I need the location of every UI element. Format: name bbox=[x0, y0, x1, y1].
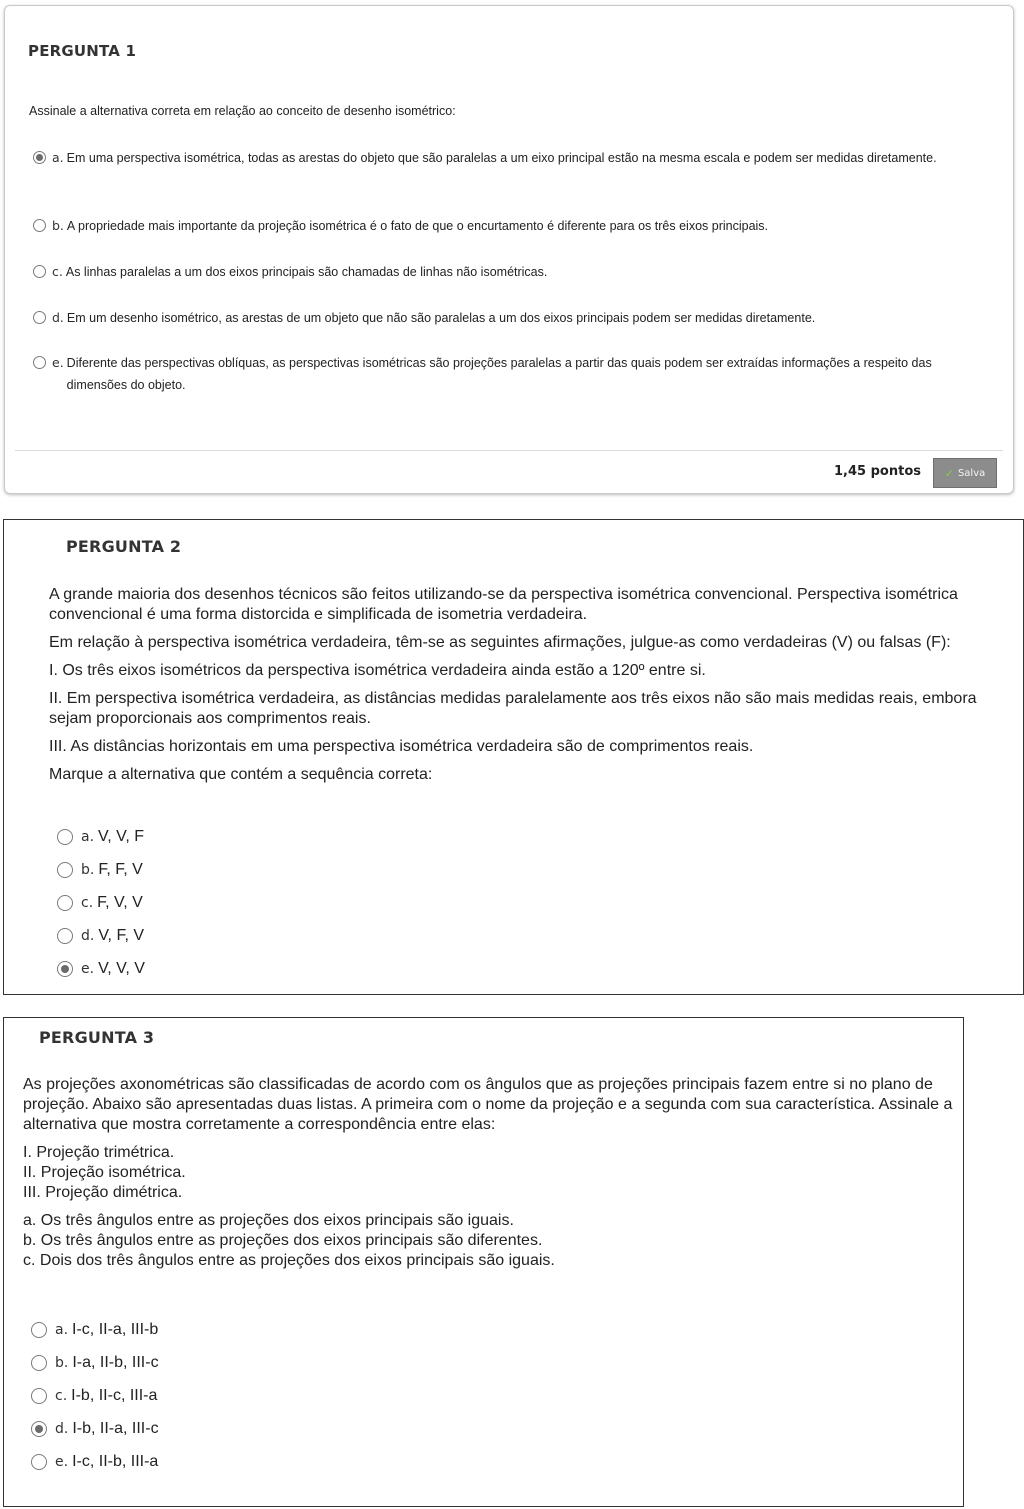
radio-button[interactable] bbox=[57, 829, 73, 845]
paragraph: I. Os três eixos isométricos da perspectiva isométrica verdadeira ainda estão a 120º entre si. bbox=[49, 662, 706, 679]
option-letter: b. bbox=[81, 861, 95, 878]
option-text: As linhas paralelas a um dos eixos principais são chamadas de linhas não isométricas. bbox=[65, 265, 548, 279]
question-2-title: PERGUNTA 2 bbox=[66, 537, 182, 556]
option-letter: a. bbox=[55, 1321, 69, 1338]
radio-button[interactable] bbox=[33, 356, 46, 369]
option-letter: d. bbox=[55, 1420, 69, 1437]
question-intro: As projeções axonométricas são classificadas de acordo com os ângulos que as projeções principais fazem entre si no plano de projeção. Abaixo são apresentadas duas listas. A primeira com o nome da projeção e a segunda com sua característica. Assinale a alternativa que mostra corretamente a correspondência entre elas: bbox=[23, 1076, 953, 1133]
option-text: A propriedade mais importante da projeção isométrica é o fato de que o encurtamento é diferente para os três eixos principais. bbox=[66, 219, 769, 233]
option-letter: c. bbox=[81, 894, 94, 911]
option-c[interactable] bbox=[31, 1379, 159, 1412]
paragraph: A grande maioria dos desenhos técnicos são feitos utilizando-se da perspectiva isométrica convencional. Perspectiva isométrica convencional é uma forma distorcida e simplificada de isometria verdadeira. bbox=[49, 586, 958, 623]
option-e[interactable] bbox=[33, 352, 973, 398]
radio-button[interactable] bbox=[57, 895, 73, 911]
paragraph: II. Em perspectiva isométrica verdadeira, as distâncias medidas paralelamente aos três eixos não são mais medidas reais, embora sejam proporcionais aos comprimentos reais. bbox=[49, 690, 977, 727]
list-item: b. Os três ângulos entre as projeções dos eixos principais são diferentes. bbox=[23, 1232, 543, 1249]
option-a[interactable] bbox=[31, 1313, 159, 1346]
option-c[interactable] bbox=[57, 886, 145, 919]
option-b[interactable] bbox=[33, 215, 973, 261]
option-a[interactable] bbox=[57, 820, 145, 853]
option-text: F, F, V bbox=[98, 860, 143, 878]
question-3-card bbox=[3, 1017, 964, 1507]
option-letter: e. bbox=[52, 355, 64, 370]
radio-button[interactable] bbox=[33, 219, 46, 232]
question-1-text: Assinale a alternativa correta em relação ao conceito de desenho isométrico: bbox=[29, 104, 456, 118]
option-c[interactable] bbox=[33, 261, 973, 307]
option-letter: a. bbox=[81, 828, 95, 845]
option-text: V, V, V bbox=[98, 959, 145, 977]
radio-button[interactable] bbox=[31, 1388, 47, 1404]
radio-button[interactable] bbox=[57, 862, 73, 878]
radio-button[interactable] bbox=[31, 1421, 47, 1437]
check-icon: ✓ bbox=[944, 466, 954, 480]
option-text: V, V, F bbox=[98, 827, 144, 845]
list-item: I. Projeção trimétrica. bbox=[23, 1144, 175, 1161]
option-a[interactable] bbox=[33, 147, 973, 215]
list-item: a. Os três ângulos entre as projeções dos eixos principais são iguais. bbox=[23, 1212, 514, 1229]
option-text: I-c, II-a, III-b bbox=[72, 1320, 159, 1338]
radio-button[interactable] bbox=[31, 1322, 47, 1338]
option-text: I-b, II-a, III-c bbox=[72, 1419, 159, 1437]
option-b[interactable] bbox=[57, 853, 145, 886]
paragraph: Marque a alternativa que contém a sequência correta: bbox=[49, 766, 433, 783]
radio-button[interactable] bbox=[57, 961, 73, 977]
saved-button[interactable] bbox=[933, 458, 997, 488]
question-2-card bbox=[3, 519, 1024, 995]
option-text: Diferente das perspectivas oblíquas, as perspectivas isométricas são projeções paralelas a partir das quais podem ser extraídas informações a respeito das dimensões do objeto. bbox=[66, 356, 932, 392]
radio-button[interactable] bbox=[57, 928, 73, 944]
option-text: F, V, V bbox=[97, 893, 143, 911]
option-text: I-c, II-b, III-a bbox=[72, 1452, 159, 1470]
option-e[interactable] bbox=[31, 1445, 159, 1478]
divider bbox=[15, 450, 1003, 451]
radio-button[interactable] bbox=[31, 1454, 47, 1470]
question-3-title: PERGUNTA 3 bbox=[39, 1028, 155, 1047]
question-1-card bbox=[4, 5, 1014, 494]
option-letter: a. bbox=[52, 150, 64, 165]
option-letter: e. bbox=[81, 960, 95, 977]
option-d[interactable] bbox=[31, 1412, 159, 1445]
list-item: II. Projeção isométrica. bbox=[23, 1164, 186, 1181]
radio-button[interactable] bbox=[31, 1355, 47, 1371]
option-letter: d. bbox=[81, 927, 95, 944]
paragraph: Em relação à perspectiva isométrica verdadeira, têm-se as seguintes afirmações, julgue-as como verdadeiras (V) ou falsas (F): bbox=[49, 634, 951, 651]
projection-list bbox=[23, 1143, 953, 1203]
option-letter: c. bbox=[52, 264, 63, 279]
question-1-title: PERGUNTA 1 bbox=[28, 42, 137, 60]
option-text: Em um desenho isométrico, as arestas de um objeto que não são paralelas a um dos eixos principais podem ser medidas diretamente. bbox=[66, 311, 816, 325]
question-2-text bbox=[49, 585, 999, 793]
option-text: V, F, V bbox=[98, 926, 144, 944]
question-3-text bbox=[23, 1075, 953, 1279]
list-item: III. Projeção dimétrica. bbox=[23, 1184, 183, 1201]
option-letter: b. bbox=[55, 1354, 69, 1371]
option-text: I-a, II-b, III-c bbox=[72, 1353, 159, 1371]
radio-button[interactable] bbox=[33, 311, 46, 324]
question-1-options bbox=[33, 147, 973, 398]
option-text: I-b, II-c, III-a bbox=[71, 1386, 158, 1404]
paragraph: III. As distâncias horizontais em uma perspectiva isométrica verdadeira são de comprimentos reais. bbox=[49, 738, 754, 755]
option-e[interactable] bbox=[57, 952, 145, 985]
question-3-options bbox=[31, 1313, 159, 1478]
option-letter: d. bbox=[52, 310, 64, 325]
question-points: 1,45 pontos bbox=[834, 464, 921, 479]
option-d[interactable] bbox=[57, 919, 145, 952]
option-letter: e. bbox=[55, 1453, 69, 1470]
characteristic-list bbox=[23, 1211, 953, 1271]
option-text: Em uma perspectiva isométrica, todas as arestas do objeto que são paralelas a um eixo principal estão na mesma escala e podem ser medidas diretamente. bbox=[66, 151, 937, 165]
option-letter: c. bbox=[55, 1387, 68, 1404]
question-2-options bbox=[57, 820, 145, 985]
option-d[interactable] bbox=[33, 307, 973, 352]
list-item: c. Dois dos três ângulos entre as projeções dos eixos principais são iguais. bbox=[23, 1252, 555, 1269]
saved-label: Salva bbox=[957, 467, 986, 479]
radio-button[interactable] bbox=[33, 265, 46, 278]
option-b[interactable] bbox=[31, 1346, 159, 1379]
option-letter: b. bbox=[52, 218, 64, 233]
radio-button[interactable] bbox=[33, 151, 46, 164]
